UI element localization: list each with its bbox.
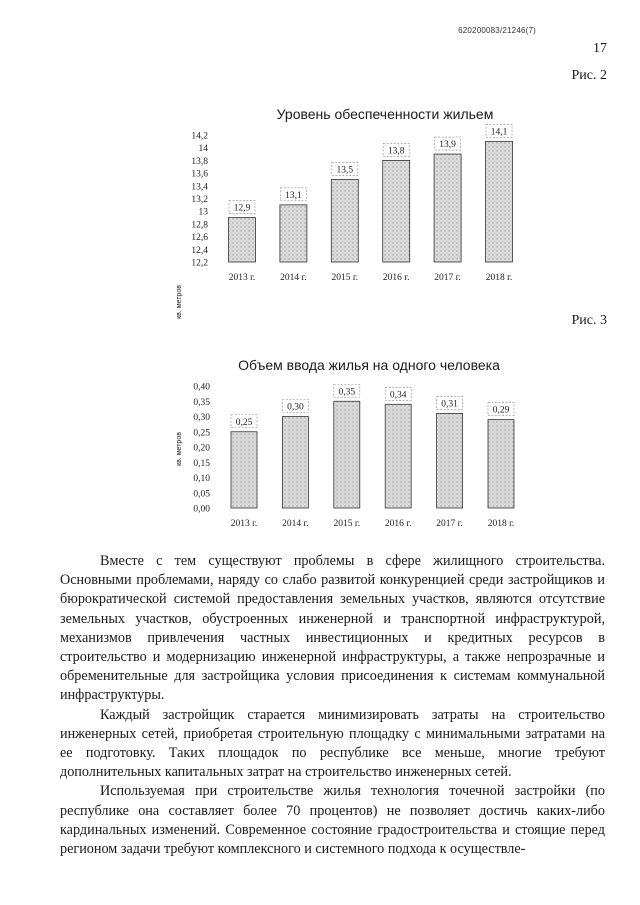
chart-1-ytick-label: 13,4 bbox=[191, 182, 208, 193]
figure-label-3: Рис. 3 bbox=[571, 313, 607, 328]
chart-2-category-label: 2017 г. bbox=[436, 519, 463, 529]
chart-1-bar bbox=[331, 179, 358, 262]
chart-2-title: Объем ввода жилья на одного человека bbox=[238, 357, 500, 373]
chart-1-bar bbox=[486, 141, 513, 262]
chart-2-data-label: 0,30 bbox=[287, 402, 304, 413]
figure-label-2: Рис. 2 bbox=[571, 68, 607, 83]
chart-1-ytick-label: 12,4 bbox=[191, 245, 208, 256]
chart-1-ytick-label: 14 bbox=[198, 144, 208, 155]
chart-2-ytick-label: 0,15 bbox=[193, 458, 210, 469]
chart-1-ytick-label: 12,2 bbox=[191, 258, 208, 269]
chart-1-bar bbox=[229, 218, 256, 262]
chart-1-category-label: 2018 г. bbox=[485, 273, 513, 283]
chart-2-ylabel: кв. метров bbox=[176, 432, 183, 466]
chart-1-category-label: 2017 г. bbox=[434, 273, 461, 283]
chart-2-ytick-label: 0,20 bbox=[193, 443, 210, 454]
chart-2-data-label: 0,25 bbox=[235, 417, 253, 428]
chart-1-ytick-label: 12,6 bbox=[191, 233, 208, 244]
chart-1-data-label: 13,5 bbox=[336, 165, 354, 176]
paragraph-1: Вместе с тем существуют проблемы в сфере жилищного строительства. Основными проблемами, наряду со слабо развитой конкуренцией среди застройщиков и бюрократической системой предоставления земельных участков, являются отсутствие земельных участков, обустроенных инженерной и транспортной инфраструктурой, механизмов привлечения частных инвестиционных и кредитных ресурсов в строительство и модернизацию инженерной инфраструктуры, а также непрозрачные и обременительные для застройщика условия присоединения к системам коммунальной инфраструктуры. bbox=[60, 553, 605, 704]
chart-2-ytick-label: 0,30 bbox=[193, 413, 210, 423]
chart-housing-per-person bbox=[0, 345, 640, 545]
chart-1-data-label: 14,1 bbox=[490, 127, 508, 138]
chart-1-data-label: 12,9 bbox=[233, 203, 251, 214]
chart-1-bar bbox=[280, 205, 307, 262]
chart-2-bar bbox=[231, 432, 257, 508]
chart-2-data-label: 0,34 bbox=[389, 390, 407, 401]
chart-1-svg bbox=[0, 98, 640, 319]
chart-2-category-label: 2015 г. bbox=[333, 519, 361, 529]
chart-1-ytick-label: 13,8 bbox=[191, 156, 208, 167]
chart-2-category-label: 2016 г. bbox=[384, 519, 412, 529]
chart-1-ytick-label: 13,6 bbox=[191, 169, 208, 180]
chart-2-marks bbox=[193, 383, 514, 530]
chart-1-bar bbox=[434, 154, 461, 262]
chart-2-bar bbox=[488, 420, 514, 508]
chart-2-bar bbox=[282, 417, 308, 509]
chart-1-category-label: 2014 г. bbox=[280, 273, 307, 283]
chart-1-data-label: 13,9 bbox=[439, 140, 456, 151]
paragraph-2: Каждый застройщик старается минимизировать затраты на строительство инженерных сетей, приобретая строительную площадку с минимальными затратами на ее подготовку. Таких площадок по республике все меньше, многие требуют дополнительных капитальных затрат на строительство инженерных сетей. bbox=[60, 706, 605, 781]
chart-1-title: Уровень обеспеченности жильем bbox=[276, 106, 494, 122]
paragraph-3: Используемая при строительстве жилья технология точечной застройки (по республике она составляет более 70 процентов) не позволяет достичь каких-либо кардинальных изменений. Современное состояние градостроительства и стоящие перед регионом задачи требуют комплексного и системного подхода к осуществле- bbox=[60, 783, 605, 858]
body-text bbox=[60, 552, 605, 859]
chart-2-category-label: 2014 г. bbox=[282, 519, 309, 529]
document-id: 620200083/21246(7) bbox=[458, 26, 536, 35]
chart-2-ytick-label: 0,10 bbox=[193, 474, 210, 484]
chart-2-category-label: 2013 г. bbox=[230, 519, 258, 529]
chart-2-ytick-label: 0,00 bbox=[193, 504, 210, 515]
chart-2-bar bbox=[437, 413, 463, 508]
chart-1-ytick-label: 13 bbox=[198, 207, 208, 218]
chart-1-category-label: 2013 г. bbox=[228, 273, 256, 283]
chart-1-data-label: 13,1 bbox=[285, 190, 302, 201]
chart-2-ytick-label: 0,05 bbox=[193, 489, 210, 500]
chart-2-data-label: 0,35 bbox=[338, 387, 356, 398]
chart-2-data-label: 0,31 bbox=[441, 399, 458, 410]
chart-2-ytick-label: 0,35 bbox=[193, 397, 210, 408]
chart-2-bar bbox=[385, 404, 411, 508]
chart-1-data-label: 13,8 bbox=[387, 146, 405, 157]
chart-1-marks bbox=[191, 124, 512, 283]
chart-1-category-label: 2015 г. bbox=[331, 273, 359, 283]
page-number: 17 bbox=[593, 41, 607, 56]
chart-2-svg bbox=[0, 345, 640, 545]
chart-1-ytick-label: 13,2 bbox=[191, 195, 208, 205]
chart-2-ytick-label: 0,40 bbox=[193, 382, 210, 393]
chart-1-bar bbox=[383, 160, 410, 262]
chart-1-ytick-label: 12,8 bbox=[191, 220, 208, 231]
chart-2-ytick-label: 0,25 bbox=[193, 428, 210, 439]
chart-housing-provision bbox=[0, 98, 640, 319]
chart-2-data-label: 0,29 bbox=[492, 405, 510, 416]
chart-2-bar bbox=[334, 401, 360, 508]
chart-2-category-label: 2018 г. bbox=[487, 519, 515, 529]
chart-1-category-label: 2016 г. bbox=[382, 273, 410, 283]
chart-1-ytick-label: 14,2 bbox=[191, 131, 208, 142]
chart-1-ylabel: кв. метров bbox=[176, 285, 183, 319]
